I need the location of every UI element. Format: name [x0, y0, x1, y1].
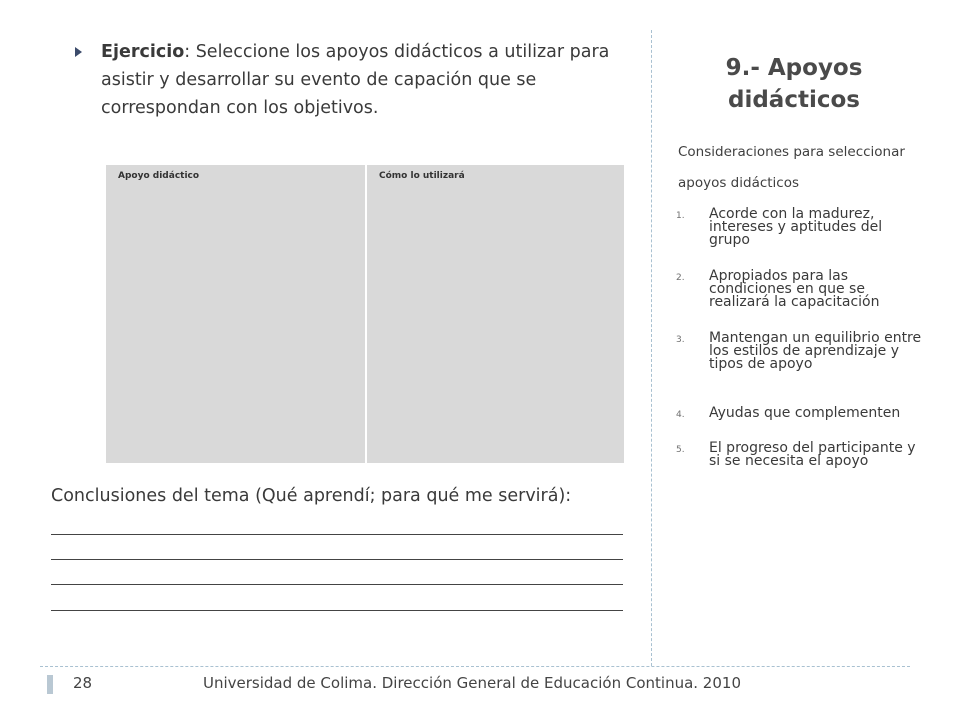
exercise-text: : Seleccione los apoyos didácticos a utilizar para asistir y desarrollar su evento de capación que se correspondan con los objetivos.	[101, 42, 610, 118]
footer-text: Universidad de Colima. Dirección General de Educación Continua. 2010	[203, 674, 741, 692]
answer-line[interactable]	[51, 584, 623, 585]
list-item-number: 5.	[676, 445, 685, 455]
answer-line[interactable]	[51, 610, 623, 611]
list-item-number: 3.	[676, 335, 685, 345]
footer-accent-bar	[47, 675, 53, 694]
table-header-apoyo[interactable]: Apoyo didáctico	[106, 165, 366, 463]
exercise-label: Ejercicio	[101, 42, 185, 62]
conclusions-prompt: Conclusiones del tema (Qué aprendí; para qué me servirá):	[51, 486, 572, 506]
exercise-paragraph	[101, 38, 631, 122]
list-item-text: Acorde con la madurez, intereses y aptitudes del grupo	[709, 206, 883, 248]
considerations-subtitle: Consideraciones para seleccionar apoyos didácticos	[678, 144, 905, 191]
list-item-text: Mantengan un equilibrio entre los estilos de aprendizaje y tipos de apoyo	[709, 330, 922, 372]
answer-line[interactable]	[51, 559, 623, 560]
support-table	[106, 165, 624, 463]
list-item-number: 2.	[676, 273, 685, 283]
list-item-number: 4.	[676, 410, 685, 420]
vertical-divider	[651, 30, 652, 666]
list-item-text: Apropiados para las condiciones en que se realizará la capacitación	[709, 268, 880, 310]
footer-divider	[40, 666, 910, 667]
slide-title: 9.- Apoyos didácticos	[725, 55, 863, 113]
triangle-bullet-icon	[75, 47, 82, 57]
answer-line[interactable]	[51, 534, 623, 535]
page-number: 28	[73, 674, 93, 692]
table-row	[106, 165, 624, 463]
list-item-text: El progreso del participante y si se necesita el apoyo	[709, 440, 916, 469]
table-header-uso[interactable]: Cómo lo utilizará	[379, 171, 465, 181]
list-item-number: 1.	[676, 211, 685, 221]
list-item-text: Ayudas que complementen	[709, 405, 901, 421]
